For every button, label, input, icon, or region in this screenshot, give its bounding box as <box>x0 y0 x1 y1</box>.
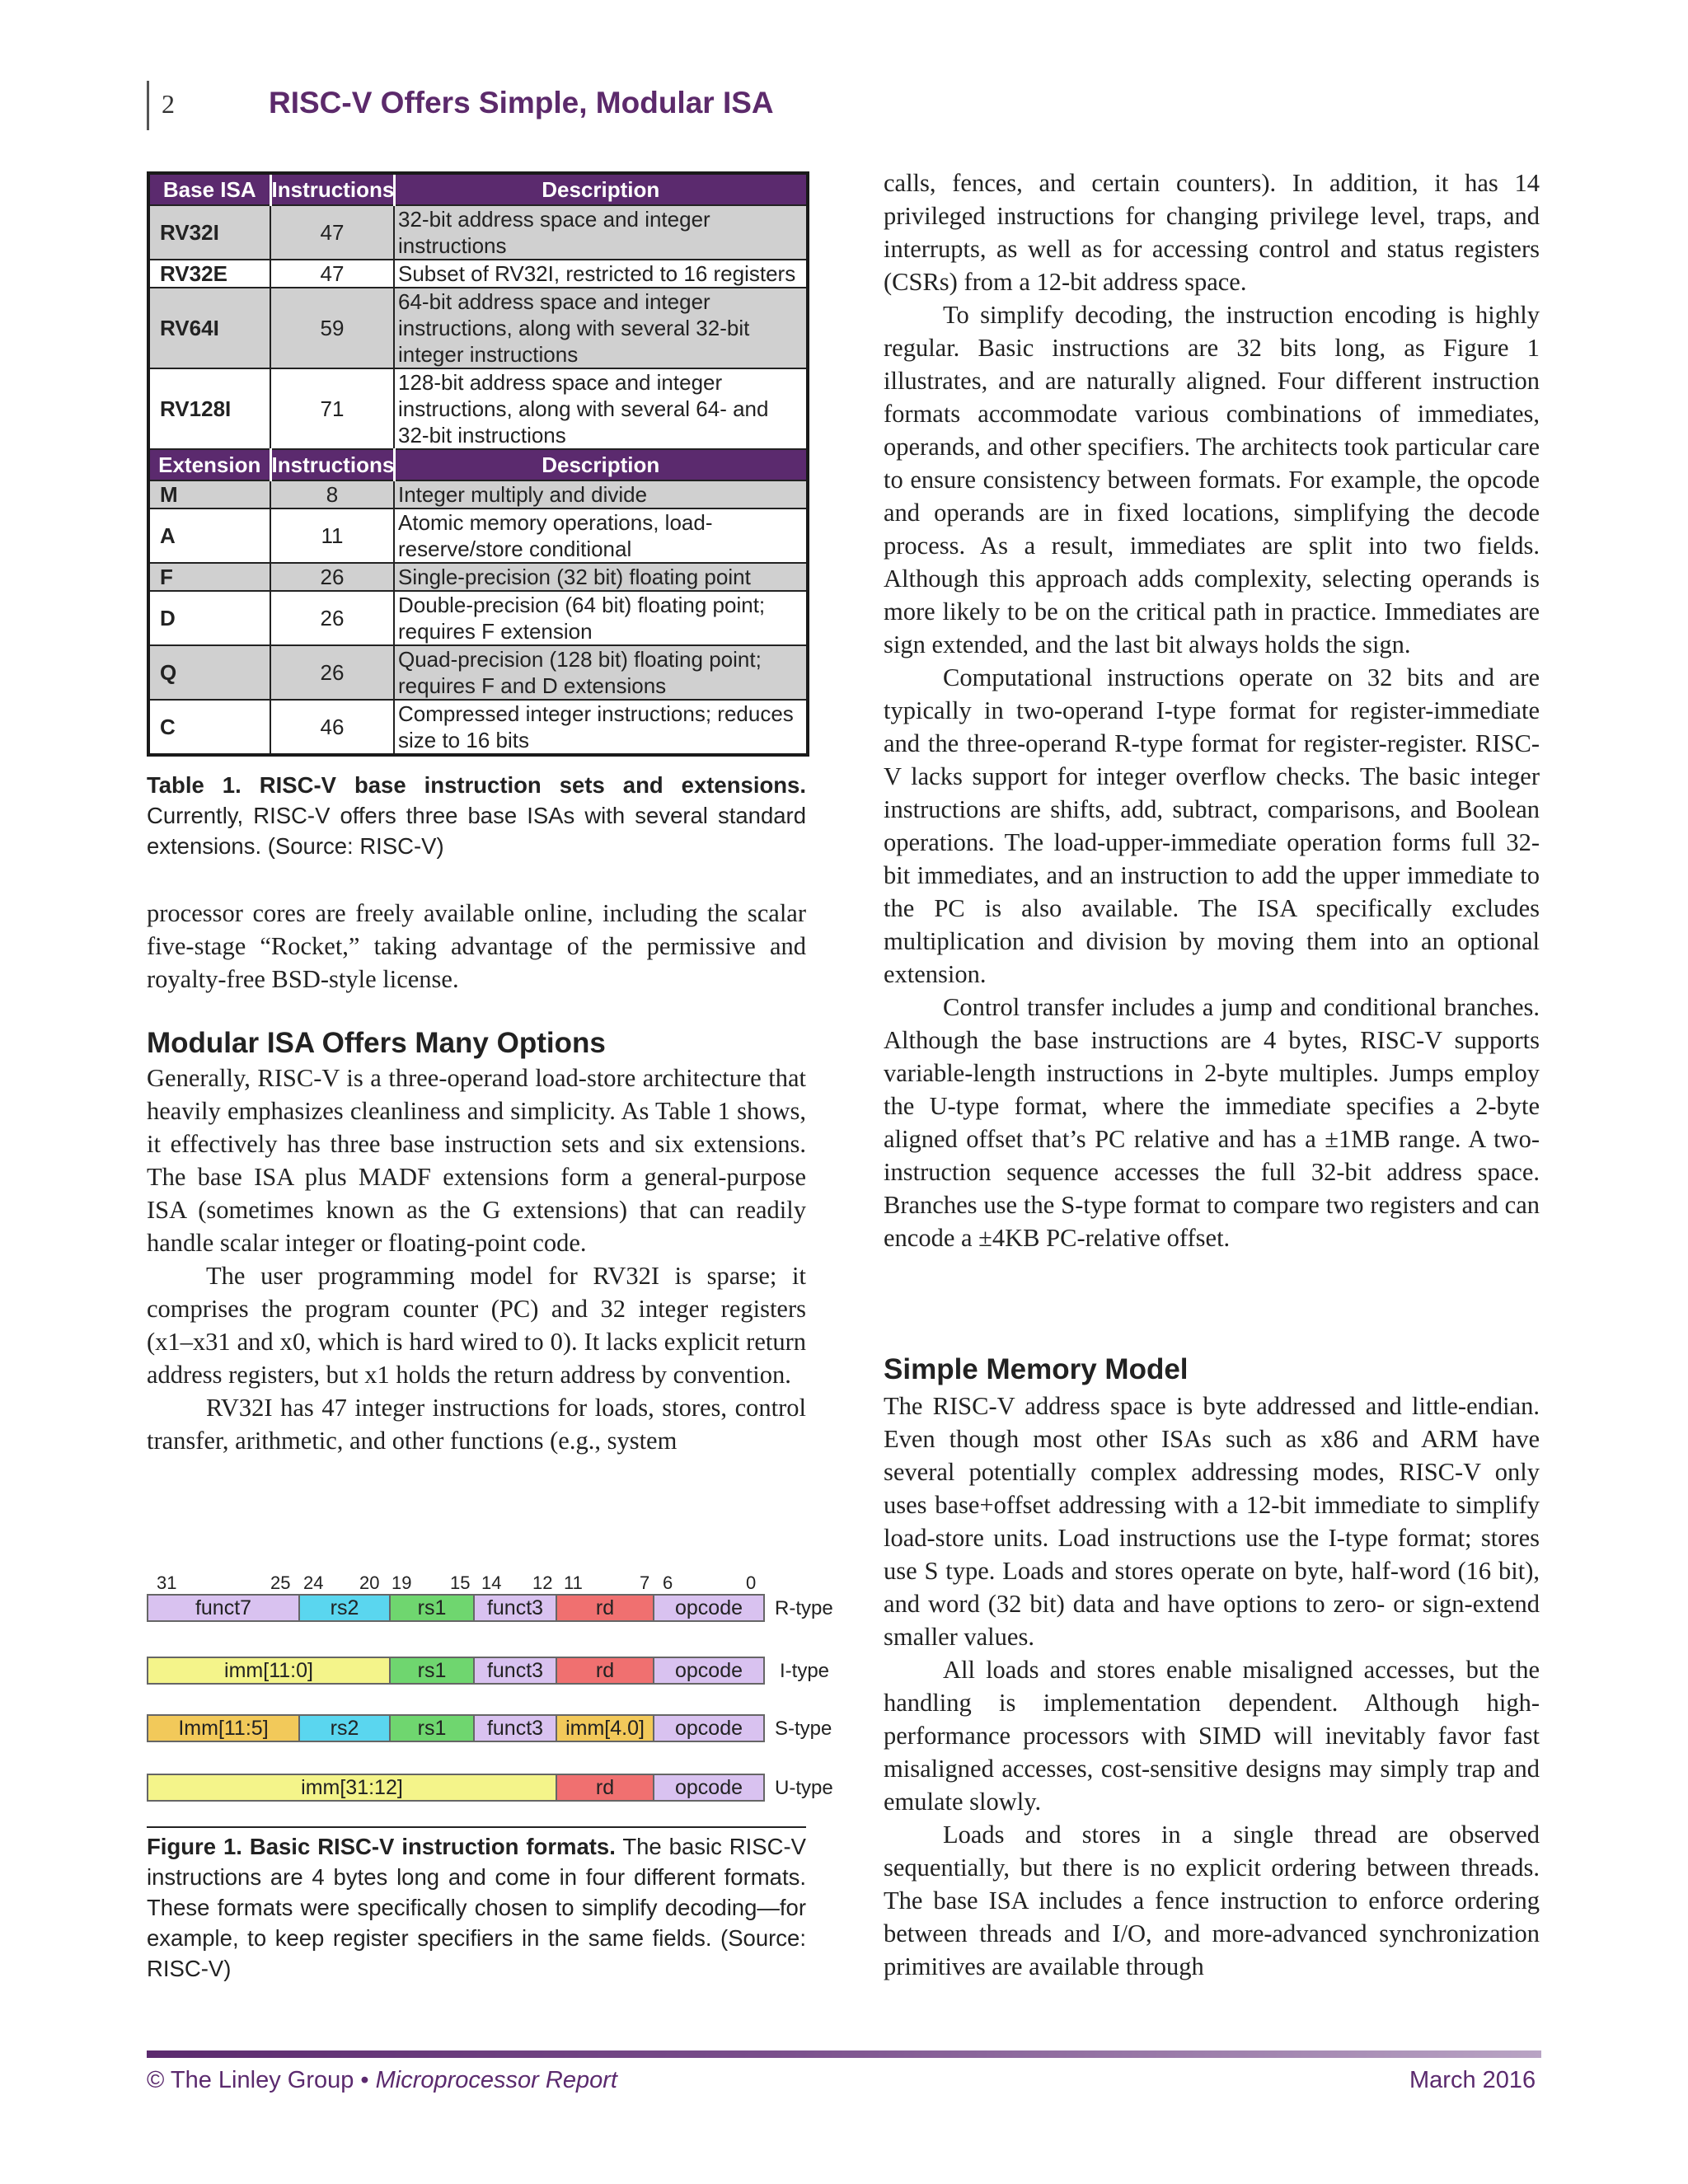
funct3-field: funct3 <box>473 1594 557 1622</box>
funct7-field: funct7 <box>147 1594 300 1622</box>
format-type-label: R-type <box>775 1597 833 1619</box>
rs1-field: rs1 <box>389 1714 475 1742</box>
table-row <box>148 700 808 755</box>
running-title: RISC-V Offers Simple, Modular ISA <box>269 86 774 120</box>
table-row <box>148 591 808 645</box>
table-row <box>148 645 808 700</box>
paragraph: RV32I has 47 integer instructions for loads, stores, control transfer, arithmetic, and other functions (e.g., system <box>147 1394 806 1455</box>
paragraph: All loads and stores enable misaligned accesses, but the handling is implementation dependent. Although high-performance processors with SIMD will inevitably favor fast misaligned accesses, cost-sensitive designs may simply trap and emulate slowly. <box>884 1656 1540 1816</box>
figure-caption-label: Figure 1. Basic RISC-V instruction formats. <box>147 1834 616 1859</box>
rd-field: rd <box>556 1774 654 1802</box>
ext-desc: Single-precision (32 bit) floating point <box>394 563 808 591</box>
footer-copyright: © The Linley Group • <box>147 2067 376 2093</box>
ext-name: A <box>148 509 270 563</box>
isa-name: RV32E <box>148 260 270 288</box>
table-row <box>148 205 808 260</box>
isa-count: 47 <box>270 260 394 288</box>
table-row <box>148 260 808 288</box>
table-row <box>148 368 808 449</box>
bit-number: 19 <box>392 1572 412 1593</box>
format-type-label: I-type <box>780 1660 830 1682</box>
table-caption <box>147 770 806 861</box>
rs1-field: rs1 <box>389 1594 475 1622</box>
ext-desc: Quad-precision (128 bit) floating point; requires F and D extensions <box>394 645 808 700</box>
isa-name: RV32I <box>148 205 270 260</box>
isa-count: 59 <box>270 288 394 368</box>
ext-name: Q <box>148 645 270 700</box>
imm-field: imm[31:12] <box>147 1774 557 1802</box>
table-row <box>148 509 808 563</box>
rs1-field: rs1 <box>389 1657 475 1685</box>
s-type-row <box>147 1714 856 1742</box>
ext-count: 26 <box>270 591 394 645</box>
footer-publisher <box>147 2067 617 2094</box>
ext-desc: Compressed integer instructions; reduces size to 16 bits <box>394 700 808 755</box>
rs2-field: rs2 <box>298 1594 391 1622</box>
bit-number: 7 <box>640 1572 650 1593</box>
paragraph: calls, fences, and certain counters). In addition, it has 14 privileged instructions for changing privilege level, traps, and interrupts, as well as for accessing control and status registers (CSRs) from a 12-bit address space. <box>884 169 1540 296</box>
bit-number: 12 <box>532 1572 553 1593</box>
paragraph: Loads and stores in a single thread are observed sequentially, but there is no explicit ordering between threads. The base ISA includes a fence instruction to enforce ordering between threads and I/O, and more-advanced synchronization primitives are available through <box>884 1821 1540 1980</box>
ext-desc: Atomic memory operations, load-reserve/store conditional <box>394 509 808 563</box>
table-header-cell: Instructions <box>270 449 394 480</box>
section-heading: Simple Memory Model <box>884 1353 1189 1385</box>
paragraph: Control transfer includes a jump and conditional branches. Although the base instructions are 4 bytes, RISC-V supports variable-length instructions in 2-byte multiples. Jumps employ the U-type format, where the immediate specifies a 2-byte aligned offset that’s PC relative and has a ±1MB range. A two-instruction sequence accesses the full 32-bit address space. Branches use the S-type format to compare two registers and can encode a ±4KB PC-relative offset. <box>884 993 1540 1252</box>
ext-name: F <box>148 563 270 591</box>
paragraph: The user programming model for RV32I is sparse; it comprises the program counter (PC) and 32 integer registers (x1–x31 and x0, which is hard wired to 0). It lacks explicit return address registers, but x1 holds the return address by convention. <box>147 1262 806 1389</box>
isa-desc: Subset of RV32I, restricted to 16 registers <box>394 260 808 288</box>
opcode-field: opcode <box>653 1657 765 1685</box>
section-heading: Modular ISA Offers Many Options <box>147 1027 606 1059</box>
opcode-field: opcode <box>653 1594 765 1622</box>
ext-name: C <box>148 700 270 755</box>
imm-high-field: Imm[11:5] <box>147 1714 300 1742</box>
table-row <box>148 480 808 509</box>
table-header-cell: Base ISA <box>148 173 270 205</box>
isa-table <box>147 171 809 757</box>
figure-caption-text: The basic RISC-V instructions are 4 bytes long and come in four different formats. These formats were specifically chosen to simplify decoding—for example, to keep register specifiers in the same fields. (Source: RISC-V) <box>147 1834 807 1981</box>
ext-desc: Integer multiply and divide <box>394 480 808 509</box>
bit-number: 31 <box>157 1572 177 1593</box>
bit-number: 11 <box>564 1572 583 1593</box>
footer-date: March 2016 <box>1409 2067 1536 2093</box>
figure-caption <box>147 1831 806 1984</box>
bit-number: 0 <box>746 1572 757 1593</box>
table-header-cell: Description <box>394 173 808 205</box>
paragraph: The RISC-V address space is byte addressed and little-endian. Even though most other ISAs such as x86 and ARM have several potentially complex addressing modes, RISC-V only uses base+offset addressing with a 12-bit immediate to simplify load-store units. Load instructions use the I-type format; stores use S type. Loads and stores operate on byte, half-word (16 bit), and word (32 bit) data and have options to zero- or sign-extend smaller values. <box>884 1392 1540 1651</box>
table-header-cell: Description <box>394 449 808 480</box>
isa-count: 47 <box>270 205 394 260</box>
ext-count: 46 <box>270 700 394 755</box>
format-type-label: U-type <box>775 1777 833 1799</box>
footer-rule <box>147 2050 1541 2058</box>
page-number: 2 <box>162 89 175 119</box>
left-column-top <box>147 897 806 996</box>
opcode-field: opcode <box>653 1714 765 1742</box>
table-header-cell: Extension <box>148 449 270 480</box>
isa-desc: 32-bit address space and integer instructions <box>394 205 808 260</box>
footer-publication: Microprocessor Report <box>375 2067 617 2093</box>
left-column-body <box>147 1062 806 1457</box>
instruction-format-figure <box>147 1566 856 1830</box>
paragraph: To simplify decoding, the instruction encoding is highly regular. Basic instructions are 32 bits long, as Figure 1 illustrates, and are naturally aligned. Four different instruction formats accommodate various combinations of immediates, operands, and other specifiers. The architects took particular care to ensure consistency between formats. For example, the opcode and operands are in fixed locations, simplifying the decode process. As a result, immediates are split into two fields. Although this approach adds complexity, selecting operands is more likely to be on the critical path in practice. Immediates are sign extended, and the last bit always holds the sign. <box>884 301 1540 658</box>
ext-count: 8 <box>270 480 394 509</box>
table-caption-label: Table 1. RISC-V base instruction sets and extensions. <box>147 772 806 798</box>
format-type-label: S-type <box>775 1718 832 1740</box>
r-type-row <box>147 1594 856 1622</box>
funct3-field: funct3 <box>473 1657 557 1685</box>
bit-number: 25 <box>270 1572 291 1593</box>
header-rule <box>147 81 149 130</box>
paragraph: Generally, RISC-V is a three-operand load-store architecture that heavily emphasizes cleanliness and simplicity. As Table 1 shows, it effectively has three base instruction sets and six extensions. The base ISA plus MADF extensions form a general-purpose ISA (sometimes known as the G extensions) that can readily handle scalar integer or floating-point code. <box>147 1064 806 1257</box>
imm-field: imm[11:0] <box>147 1657 391 1685</box>
isa-name: RV64I <box>148 288 270 368</box>
isa-desc: 128-bit address space and integer instructions, along with several 64- and 32-bit instructions <box>394 368 808 449</box>
imm-low-field: imm[4.0] <box>556 1714 654 1742</box>
opcode-field: opcode <box>653 1774 765 1802</box>
bit-number: 6 <box>663 1572 673 1593</box>
isa-desc: 64-bit address space and integer instructions, along with several 32-bit integer instructions <box>394 288 808 368</box>
table-row <box>148 563 808 591</box>
isa-name: RV128I <box>148 368 270 449</box>
ext-name: M <box>148 480 270 509</box>
right-column-body-2 <box>884 1390 1540 1983</box>
funct3-field: funct3 <box>473 1714 557 1742</box>
ext-count: 26 <box>270 563 394 591</box>
bit-number: 24 <box>303 1572 324 1593</box>
i-type-row <box>147 1657 856 1685</box>
ext-desc: Double-precision (64 bit) floating point; requires F extension <box>394 591 808 645</box>
rs2-field: rs2 <box>298 1714 391 1742</box>
rd-field: rd <box>556 1594 654 1622</box>
paragraph: processor cores are freely available online, including the scalar five-stage “Rocket,” taking advantage of the permissive and royalty-free BSD-style license. <box>147 899 806 993</box>
ext-name: D <box>148 591 270 645</box>
rd-field: rd <box>556 1657 654 1685</box>
table-row <box>148 288 808 368</box>
bit-number: 15 <box>450 1572 471 1593</box>
table-header-row <box>148 173 808 205</box>
paragraph: Computational instructions operate on 32 bits and are typically in two-operand I-type format for register-immediate and the three-operand R-type format for register-register. RISC-V lacks support for integer overflow checks. The basic integer instructions are shifts, add, subtract, comparisons, and Boolean operations. The load-upper-immediate operation forms full 32-bit immediates, and an instruction to add the upper immediate to the PC is also available. The ISA specifically excludes multiplication and division by moving them into an optional extension. <box>884 663 1540 988</box>
bit-number: 20 <box>359 1572 380 1593</box>
table-header-row <box>148 449 808 480</box>
table-caption-text: Currently, RISC-V offers three base ISAs with several standard extensions. (Source: RISC-V) <box>147 803 806 859</box>
u-type-row <box>147 1774 856 1802</box>
ext-count: 11 <box>270 509 394 563</box>
figure-rule <box>147 1826 806 1828</box>
ext-count: 26 <box>270 645 394 700</box>
bit-number: 14 <box>481 1572 502 1593</box>
table-header-cell: Instructions <box>270 173 394 205</box>
isa-count: 71 <box>270 368 394 449</box>
right-column-body <box>884 166 1540 1254</box>
